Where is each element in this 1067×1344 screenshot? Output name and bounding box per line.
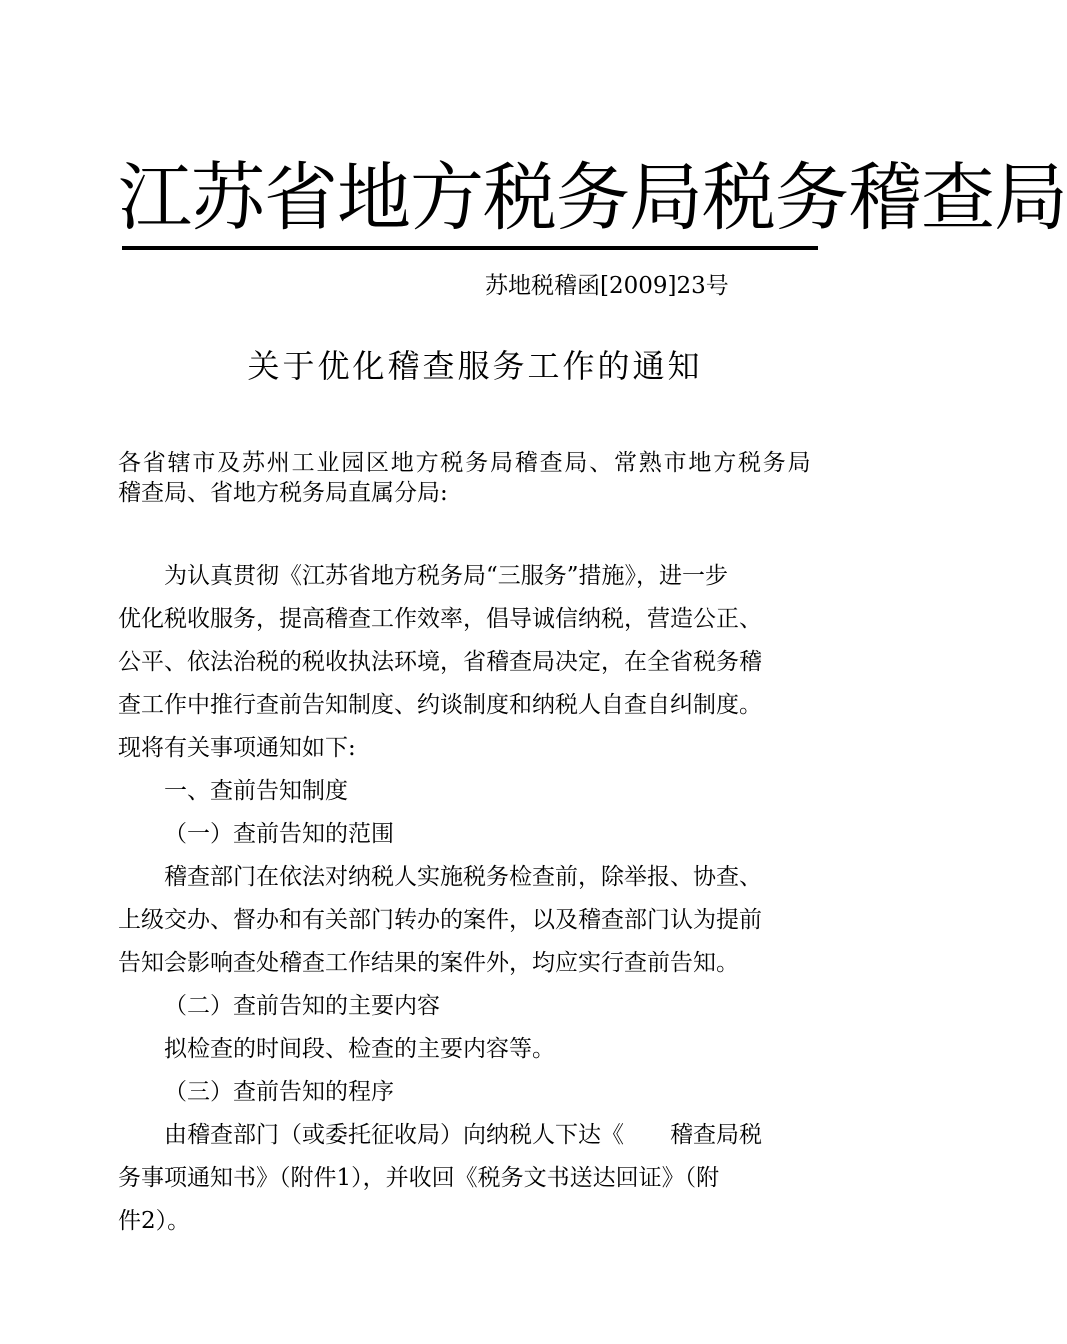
body-line: 务事项通知书》（附件1），并收回《税务文书送达回证》（附 [118,1165,720,1191]
body-line: （二）查前告知的主要内容 [164,993,440,1019]
masthead-rule [122,246,818,250]
body-line: 稽查部门在依法对纳税人实施税务检查前，除举报、协查、 [164,864,762,890]
body-line: 为认真贯彻《江苏省地方税务局“三服务”措施》，进一步 [164,563,729,589]
body-line: 告知会影响查处稽查工作结果的案件外，均应实行查前告知。 [118,950,739,976]
body-line: 由稽查部门（或委托征收局）向纳税人下达《 稽查局税 [164,1122,762,1148]
body-line: 优化税收服务，提高稽查工作效率，倡导诚信纳税，营造公正、 [118,606,762,632]
addressee [118,448,836,508]
addressee-line: 稽查局、省地方税务局直属分局: [118,480,448,506]
body-line: 件2）。 [118,1208,191,1234]
body-text [118,555,836,1243]
body-line: 查工作中推行查前告知制度、约谈制度和纳税人自查自纠制度。 [118,692,762,718]
body-line: 上级交办、督办和有关部门转办的案件，以及稽查部门认为提前 [118,907,762,933]
document-number: 苏地税稽函[2009]23号 [485,273,729,299]
addressee-line: 各省辖市及苏州工业园区地方税务局稽查局、常熟市地方税务局 [118,450,813,476]
body-line: 现将有关事项通知如下: [118,735,356,761]
body-line: 一、查前告知制度 [164,778,348,804]
notice-title: 关于优化稽查服务工作的通知 [247,347,703,385]
body-line: 公平、依法治税的税收执法环境，省稽查局决定，在全省税务稽 [118,649,762,675]
masthead: 江苏省地方税务局税务稽查局 [118,155,1067,241]
body-line: （一）查前告知的范围 [164,821,394,847]
body-line: 拟检查的时间段、检查的主要内容等。 [164,1036,555,1062]
body-line: （三）查前告知的程序 [164,1079,394,1105]
